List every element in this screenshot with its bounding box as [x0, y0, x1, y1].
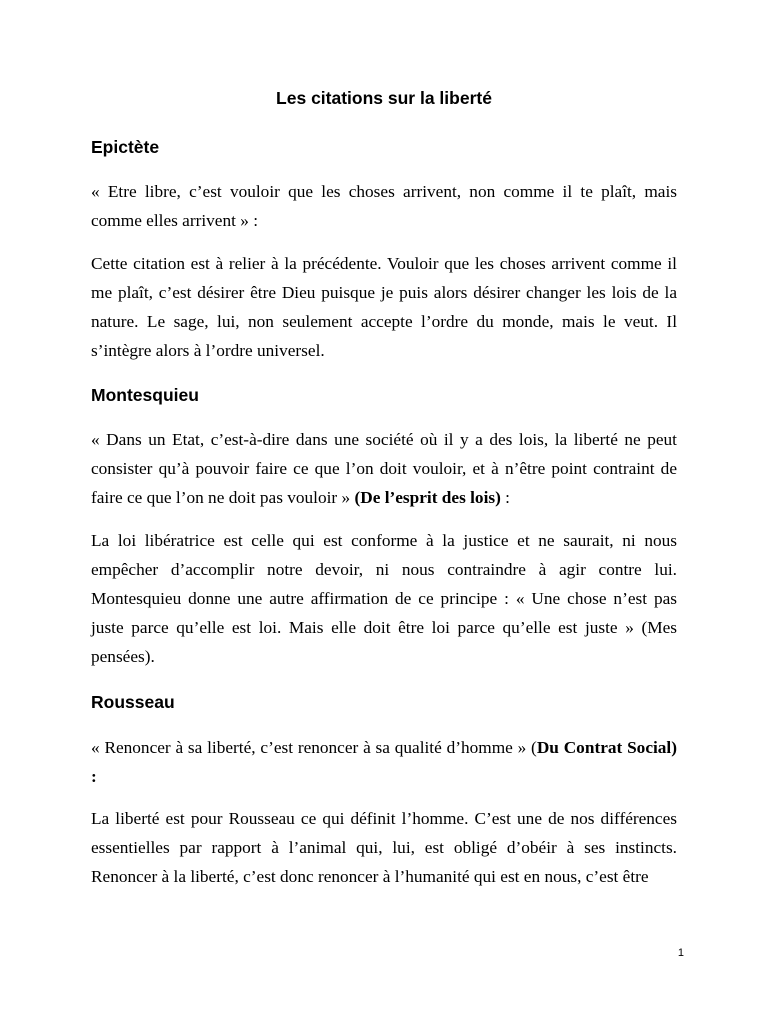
quote-rousseau-source: Du Contrat Social) :	[91, 738, 677, 786]
commentary-rousseau: La liberté est pour Rousseau ce qui définit l’homme. C’est une de nos différences essentielles par rapport à l’animal qui, lui, est obligé d’obéir à ses instincts. Renoncer à la liberté, c’est donc renoncer à l’humanité qui est en nous, c’est être	[91, 809, 677, 886]
page-number: 1	[677, 947, 684, 959]
quote-montesquieu-text: « Dans un Etat, c’est-à-dire dans une société où il y a des lois, la liberté ne peut consister qu’à pouvoir faire ce que l’on doit vouloir, et à n’être point contraint de faire ce que l’on ne doit pas vouloir »	[91, 430, 677, 507]
quote-montesquieu-end: :	[500, 488, 510, 507]
commentary-epictete: Cette citation est à relier à la précédente. Vouloir que les choses arrivent comme il me plaît, c’est désirer être Dieu puisque je puis alors désirer changer les lois de la nature. Le sage, lui, non seulement accepte l’ordre du monde, mais le veut. Il s’intègre alors à l’ordre universel.	[91, 254, 677, 360]
quote-montesquieu-source: (De l’esprit des lois)	[354, 488, 501, 507]
quote-rousseau	[91, 733, 677, 791]
commentary-montesquieu: La loi libératrice est celle qui est conforme à la justice et ne saurait, ni nous empêcher d’accomplir notre devoir, ni nous contraindre à agir contre lui. Montesquieu donne une autre affirmation de ce principe : « Une chose n’est pas juste parce qu’elle est loi. Mais elle doit être loi parce qu’elle est juste » (Mes pensées).	[91, 531, 677, 666]
document-title: Les citations sur la liberté	[276, 88, 492, 108]
section-heading-montesquieu: Montesquieu	[91, 385, 199, 405]
quote-rousseau-text: « Renoncer à sa liberté, c’est renoncer à sa qualité d’homme » (	[91, 738, 537, 757]
quote-montesquieu	[91, 425, 677, 512]
section-heading-rousseau: Rousseau	[91, 692, 175, 712]
quote-epictete: « Etre libre, c’est vouloir que les choses arrivent, non comme il te plaît, mais comme elles arrivent » :	[91, 182, 677, 230]
section-heading-epictete: Epictète	[91, 137, 160, 157]
